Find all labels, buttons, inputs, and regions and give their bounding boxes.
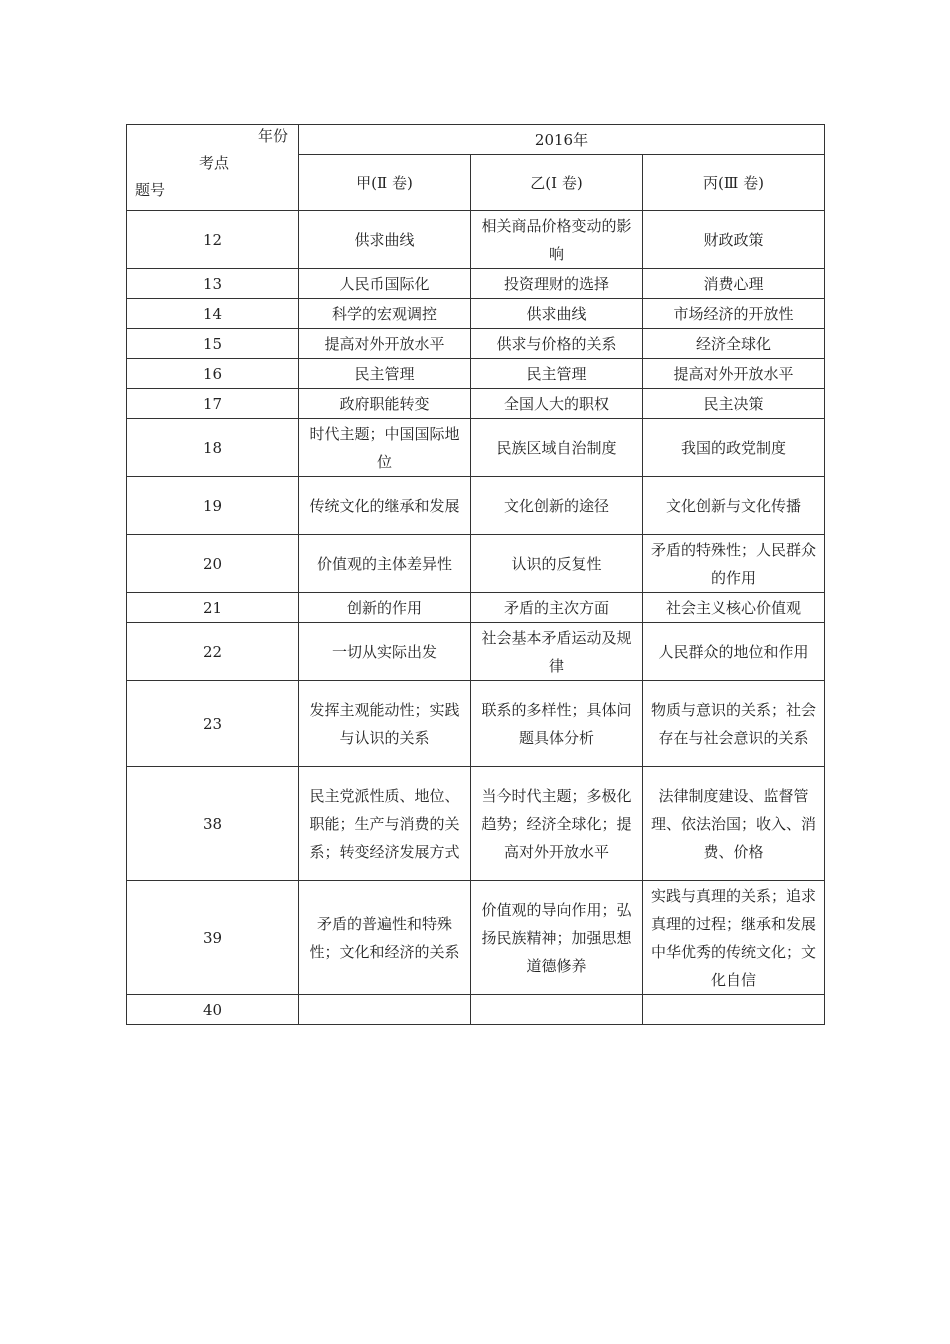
topic-cell — [299, 995, 471, 1025]
question-number: 18 — [127, 419, 299, 477]
question-number: 39 — [127, 881, 299, 995]
topic-cell: 认识的反复性 — [471, 535, 643, 593]
question-number: 38 — [127, 767, 299, 881]
topic-cell: 我国的政党制度 — [643, 419, 825, 477]
table-row — [127, 359, 825, 389]
table-row — [127, 593, 825, 623]
corner-header-cell — [127, 125, 299, 211]
topic-cell: 时代主题；中国国际地位 — [299, 419, 471, 477]
topic-cell: 实践与真理的关系；追求真理的过程；继承和发展中华优秀的传统文化；文化自信 — [643, 881, 825, 995]
topic-cell — [471, 995, 643, 1025]
question-number: 12 — [127, 211, 299, 269]
corner-label-number: 题号 — [135, 181, 166, 199]
question-number: 14 — [127, 299, 299, 329]
topic-cell: 联系的多样性；具体问题具体分析 — [471, 681, 643, 767]
table-row — [127, 389, 825, 419]
topic-cell: 人民币国际化 — [299, 269, 471, 299]
topic-cell: 财政政策 — [643, 211, 825, 269]
topic-cell: 政府职能转变 — [299, 389, 471, 419]
topic-cell: 价值观的导向作用；弘扬民族精神；加强思想道德修养 — [471, 881, 643, 995]
topic-cell: 民主党派性质、地位、职能；生产与消费的关系；转变经济发展方式 — [299, 767, 471, 881]
topic-cell: 矛盾的主次方面 — [471, 593, 643, 623]
topic-cell: 民主管理 — [471, 359, 643, 389]
topic-cell: 物质与意识的关系；社会存在与社会意识的关系 — [643, 681, 825, 767]
question-number: 22 — [127, 623, 299, 681]
topic-cell: 法律制度建设、监督管理、依法治国；收入、消费、价格 — [643, 767, 825, 881]
table-row — [127, 995, 825, 1025]
topic-cell: 市场经济的开放性 — [643, 299, 825, 329]
table-row — [127, 419, 825, 477]
table-row — [127, 477, 825, 535]
table-row — [127, 623, 825, 681]
table-row — [127, 329, 825, 359]
topic-cell: 传统文化的继承和发展 — [299, 477, 471, 535]
question-number: 13 — [127, 269, 299, 299]
topic-cell: 供求曲线 — [299, 211, 471, 269]
table-row — [127, 211, 825, 269]
topic-cell: 消费心理 — [643, 269, 825, 299]
topic-cell: 民主管理 — [299, 359, 471, 389]
topic-cell: 民族区域自治制度 — [471, 419, 643, 477]
question-number: 20 — [127, 535, 299, 593]
topic-cell: 提高对外开放水平 — [643, 359, 825, 389]
topic-cell: 人民群众的地位和作用 — [643, 623, 825, 681]
table-row — [127, 269, 825, 299]
table-row — [127, 681, 825, 767]
topic-cell: 矛盾的普遍性和特殊性；文化和经济的关系 — [299, 881, 471, 995]
topic-cell: 相关商品价格变动的影响 — [471, 211, 643, 269]
exam-topics-table — [126, 124, 825, 1025]
topic-cell: 发挥主观能动性；实践与认识的关系 — [299, 681, 471, 767]
question-number: 40 — [127, 995, 299, 1025]
topic-cell: 科学的宏观调控 — [299, 299, 471, 329]
topic-cell: 文化创新的途径 — [471, 477, 643, 535]
topic-cell: 民主决策 — [643, 389, 825, 419]
topic-cell: 创新的作用 — [299, 593, 471, 623]
topic-cell: 社会主义核心价值观 — [643, 593, 825, 623]
topic-cell: 价值观的主体差异性 — [299, 535, 471, 593]
corner-label-year: 年份 — [257, 127, 288, 145]
topic-cell: 一切从实际出发 — [299, 623, 471, 681]
paper-header-1: 甲(Ⅱ 卷) — [299, 155, 471, 211]
topic-cell: 当今时代主题；多极化趋势；经济全球化；提高对外开放水平 — [471, 767, 643, 881]
topic-cell: 供求曲线 — [471, 299, 643, 329]
question-number: 21 — [127, 593, 299, 623]
topic-cell: 经济全球化 — [643, 329, 825, 359]
year-header: 2016年 — [299, 125, 825, 155]
topic-cell: 文化创新与文化传播 — [643, 477, 825, 535]
table-row — [127, 767, 825, 881]
paper-header-3: 丙(Ⅲ 卷) — [643, 155, 825, 211]
topic-cell: 投资理财的选择 — [471, 269, 643, 299]
paper-header-2: 乙(Ⅰ 卷) — [471, 155, 643, 211]
corner-label-point: 考点 — [199, 154, 230, 172]
question-number: 16 — [127, 359, 299, 389]
question-number: 15 — [127, 329, 299, 359]
topic-cell: 提高对外开放水平 — [299, 329, 471, 359]
topic-cell: 社会基本矛盾运动及规律 — [471, 623, 643, 681]
topic-cell: 供求与价格的关系 — [471, 329, 643, 359]
table-row — [127, 535, 825, 593]
topic-cell — [643, 995, 825, 1025]
table-row — [127, 881, 825, 995]
question-number: 17 — [127, 389, 299, 419]
header-row-year — [127, 125, 825, 155]
topic-cell: 矛盾的特殊性；人民群众的作用 — [643, 535, 825, 593]
question-number: 23 — [127, 681, 299, 767]
table-row — [127, 299, 825, 329]
question-number: 19 — [127, 477, 299, 535]
topic-cell: 全国人大的职权 — [471, 389, 643, 419]
